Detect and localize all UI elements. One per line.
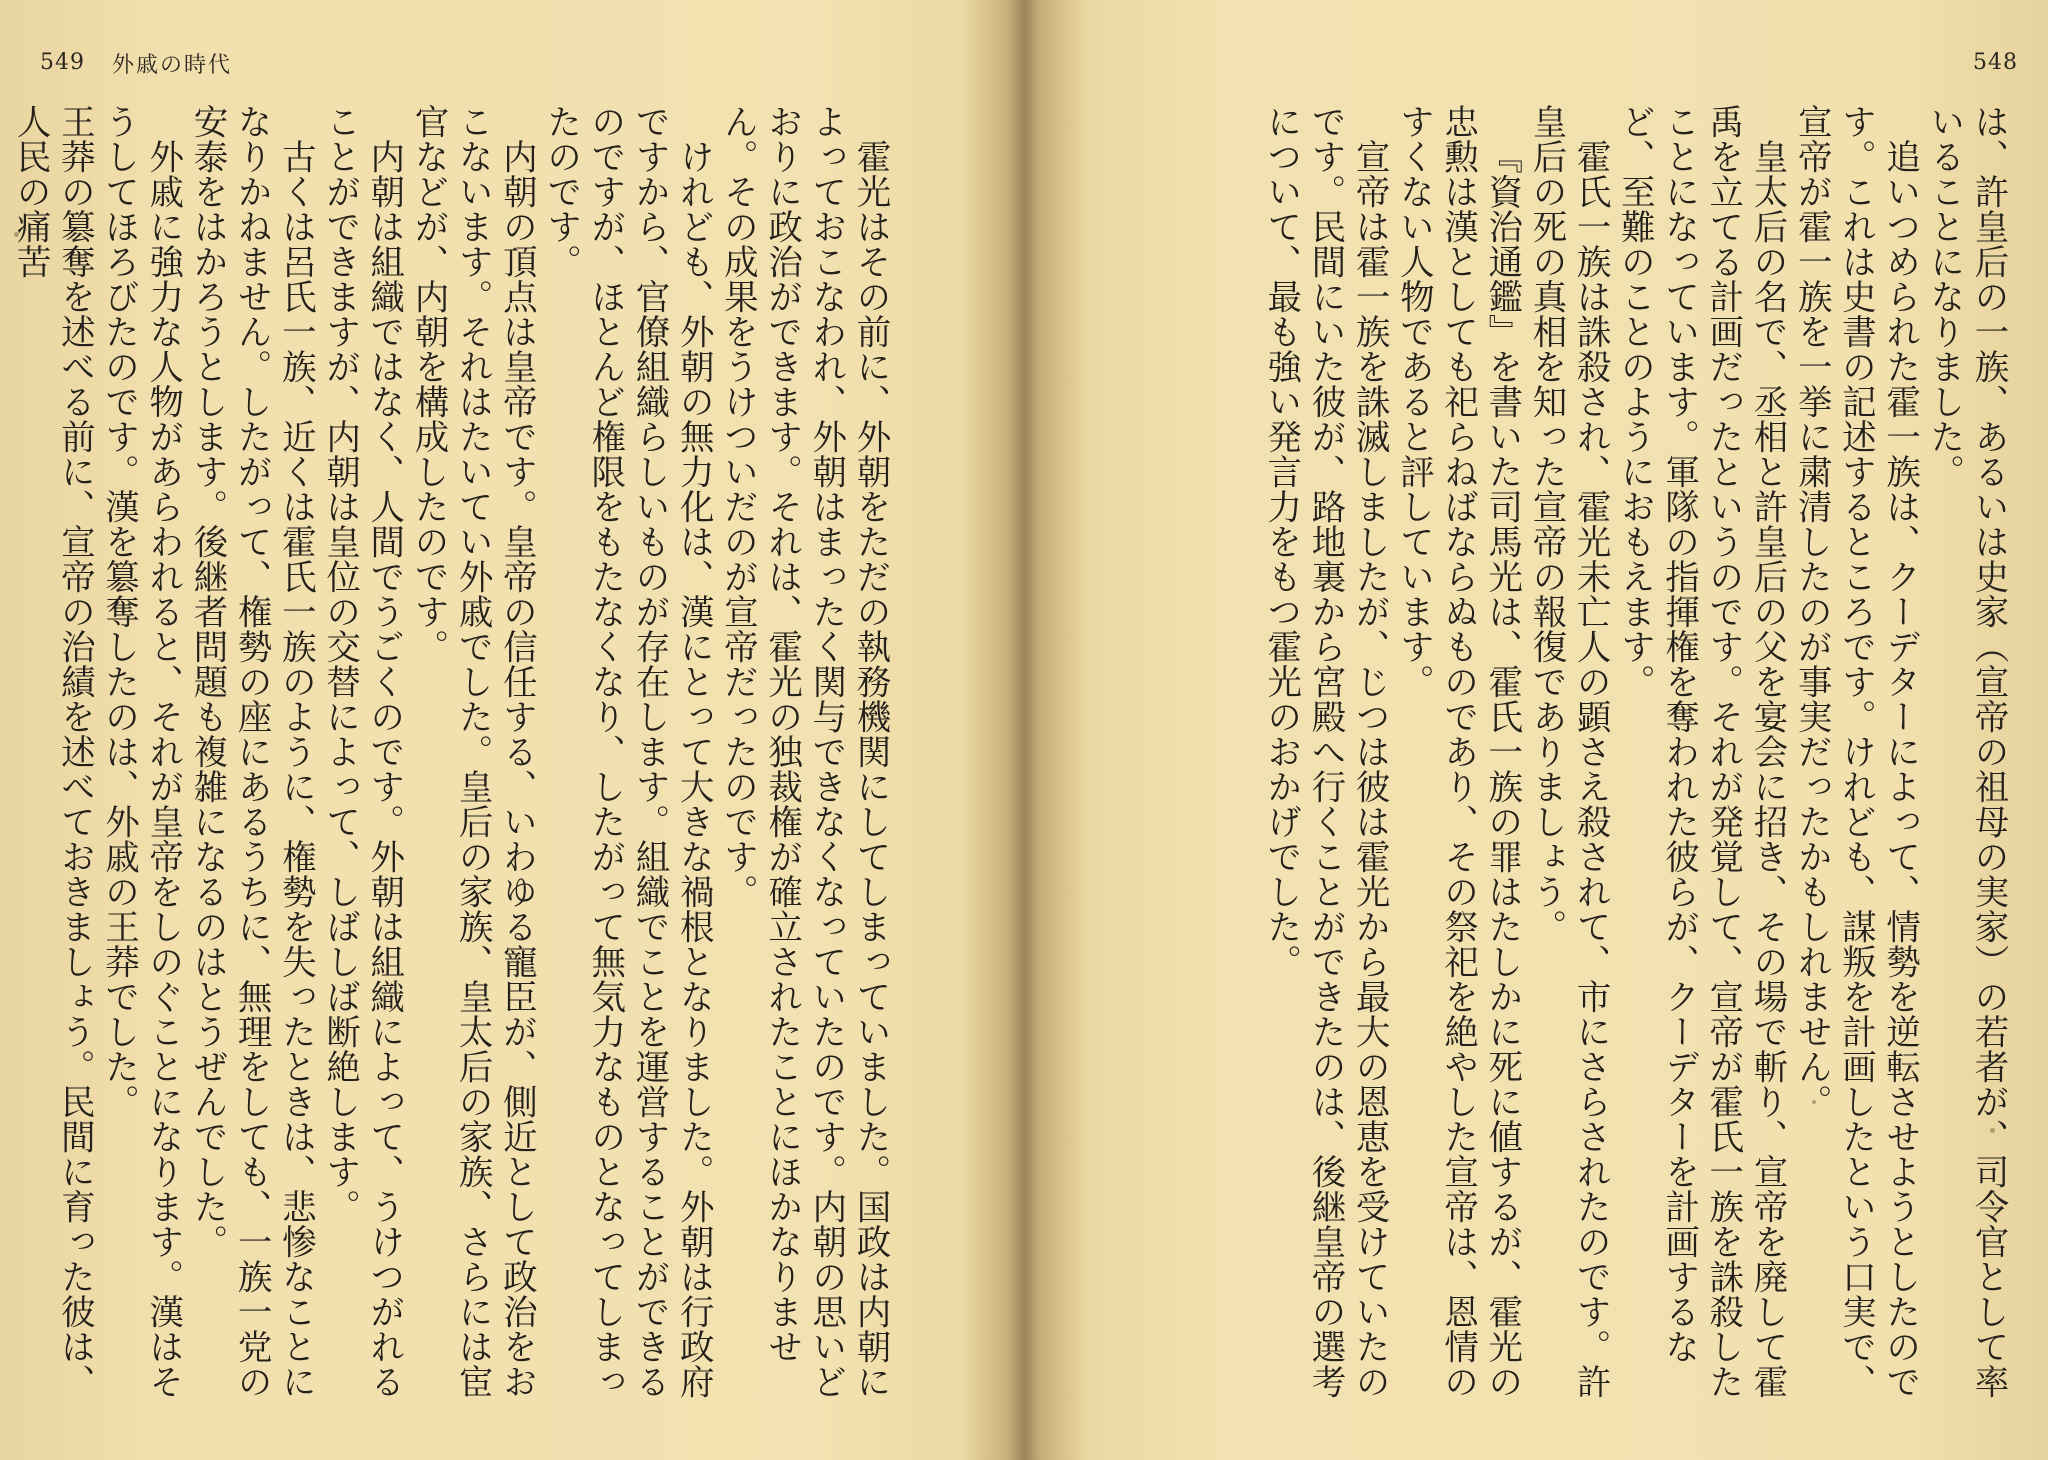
paragraph: 霍光はその前に、外朝をただの執務機関にしてしまっていました。国政は内朝によっておこなわれ、外朝はまったく関与できなくなっていたのです。内朝の思いどおりに政治ができます。それは、霍光の独裁権が確立されたことにほかなりません。その成果をうけついだのが宣帝だったのです。 bbox=[717, 104, 890, 1399]
page-number-right: 548 bbox=[1973, 50, 2018, 75]
right-page bbox=[1010, 0, 2048, 1460]
paragraph: 外戚に強力な人物があらわれると、それが皇帝をしのぐことになります。漢はそうしてほろびたのです。漢を簒奪したのは、外戚の王莽でした。 bbox=[98, 104, 183, 1399]
paragraph: は、許皇后の一族、あるいは史家（宣帝の祖母の実家）の若者が、司令官として率いることになりました。 bbox=[1923, 104, 2008, 1399]
page-number-left: 549 bbox=[40, 50, 85, 75]
ink-speck bbox=[1812, 1100, 1816, 1104]
left-page bbox=[0, 0, 1010, 1460]
paragraph: 『資治通鑑』を書いた司馬光は、霍氏一族の罪はたしかに死に値するが、霍光の忠勲は漢としても祀らねばならぬものであり、その祭祀を絶やした宣帝は、恩情のすくない人物であると評しています。 bbox=[1393, 104, 1522, 1399]
paragraph: 古くは呂氏一族、近くは霍氏一族のように、権勢を失ったときは、悲惨なことになりかねません。したがって、権勢の座にあるうちに、無理をしても、一族一党の安泰をはかろうとします。後継者問題も複雑になるのはとうぜんでした。 bbox=[186, 104, 316, 1399]
right-page-text bbox=[1124, 104, 2010, 1414]
paragraph: けれども、外朝の無力化は、漢にとって大きな禍根となりました。外朝は行政府ですから、官僚組織らしいものが存在します。組織でことを運営することができるのですが、ほとんど権限をもたなくなり、したがって無気力なものとなってしまったのです。 bbox=[540, 104, 714, 1399]
ink-speck bbox=[14, 232, 19, 237]
paragraph: 内朝は組織ではなく、人間でうごくのです。外朝は組織によって、うけつがれることができますが、内朝は皇位の交替によって、しばしば断絶します。 bbox=[319, 104, 404, 1399]
ink-speck bbox=[1990, 1128, 1995, 1133]
paragraph: 皇太后の名で、丞相と許皇后の父を宴会に招き、その場で斬り、宣帝を廃して霍禹を立てる計画だったというのです。それが発覚して、宣帝が霍氏一族を誅殺したことになっています。軍隊の指揮権を奪われた彼らが、クーデターを計画するなど、至難のことのようにおもえます。 bbox=[1614, 104, 1787, 1399]
left-page-text bbox=[10, 104, 892, 1414]
paragraph: 霍氏一族は誅殺され、霍光未亡人の顕さえ殺されて、市にさらされたのです。許皇后の死の真相を知った宣帝の報復でありましょう。 bbox=[1525, 104, 1611, 1399]
paragraph: 追いつめられた霍一族は、クーデターによって、情勢を逆転させようとしたのです。これは史書の記述するところです。けれども、謀叛を計画したという口実で、宣帝が霍一族を一挙に粛清したのが事実だったかもしれません。 bbox=[1791, 104, 1920, 1399]
paragraph: 王莽の簒奪を述べる前に、宣帝の治績を述べておきましょう。民間に育った彼は、人民の痛苦 bbox=[10, 104, 95, 1399]
running-head: 外戚の時代 bbox=[112, 53, 233, 78]
paragraph: 内朝の頂点は皇帝です。皇帝の信任する、いわゆる寵臣が、側近として政治をおこないます。それはたいてい外戚でした。皇后の家族、皇太后の家族、さらには宦官などが、内朝を構成したのです。 bbox=[407, 104, 537, 1399]
paragraph: 宣帝は霍一族を誅滅しましたが、じつは彼は霍光から最大の恩恵を受けていたのです。民間にいた彼が、路地裏から宮殿へ行くことができたのは、後継皇帝の選考について、最も強い発言力をもつ霍光のおかげでした。 bbox=[1260, 104, 1390, 1399]
